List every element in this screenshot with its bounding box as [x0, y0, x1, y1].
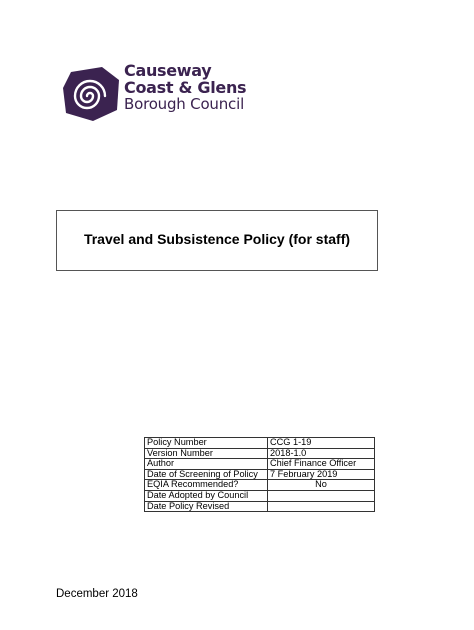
- table-row: [145, 469, 375, 480]
- logo-line-3: Borough Council: [124, 95, 245, 113]
- logo-line-1: Causeway: [124, 61, 212, 80]
- row-value: [268, 501, 375, 512]
- row-label: EQIA Recommended?: [145, 480, 268, 491]
- row-label: Version Number: [145, 448, 268, 459]
- table-row: [145, 501, 375, 512]
- table-row: [145, 480, 375, 491]
- row-value: CCG 1-19: [268, 438, 375, 449]
- logo-line-2: Coast & Glens: [124, 78, 247, 97]
- title-box: [56, 210, 378, 271]
- document-title: Travel and Subsistence Policy (for staff): [83, 231, 351, 247]
- row-label: Author: [145, 459, 268, 470]
- document-date: December 2018: [56, 588, 138, 600]
- row-value: 7 February 2019: [268, 469, 375, 480]
- row-label: Policy Number: [145, 438, 268, 449]
- row-label: Date of Screening of Policy: [145, 469, 268, 480]
- row-label: Date Adopted by Council: [145, 490, 268, 501]
- row-value: [268, 490, 375, 501]
- row-label: Date Policy Revised: [145, 501, 268, 512]
- council-logo: [62, 62, 252, 122]
- table-row: [145, 448, 375, 459]
- spiral-logo-icon: [62, 66, 120, 122]
- table-row: [145, 459, 375, 470]
- logo-wordmark: [124, 62, 246, 113]
- row-value: Chief Finance Officer: [268, 459, 375, 470]
- row-value: 2018-1.0: [268, 448, 375, 459]
- table-row: [145, 490, 375, 501]
- table-row: [145, 438, 375, 449]
- policy-info-table: [144, 437, 375, 512]
- row-value: No: [268, 480, 375, 491]
